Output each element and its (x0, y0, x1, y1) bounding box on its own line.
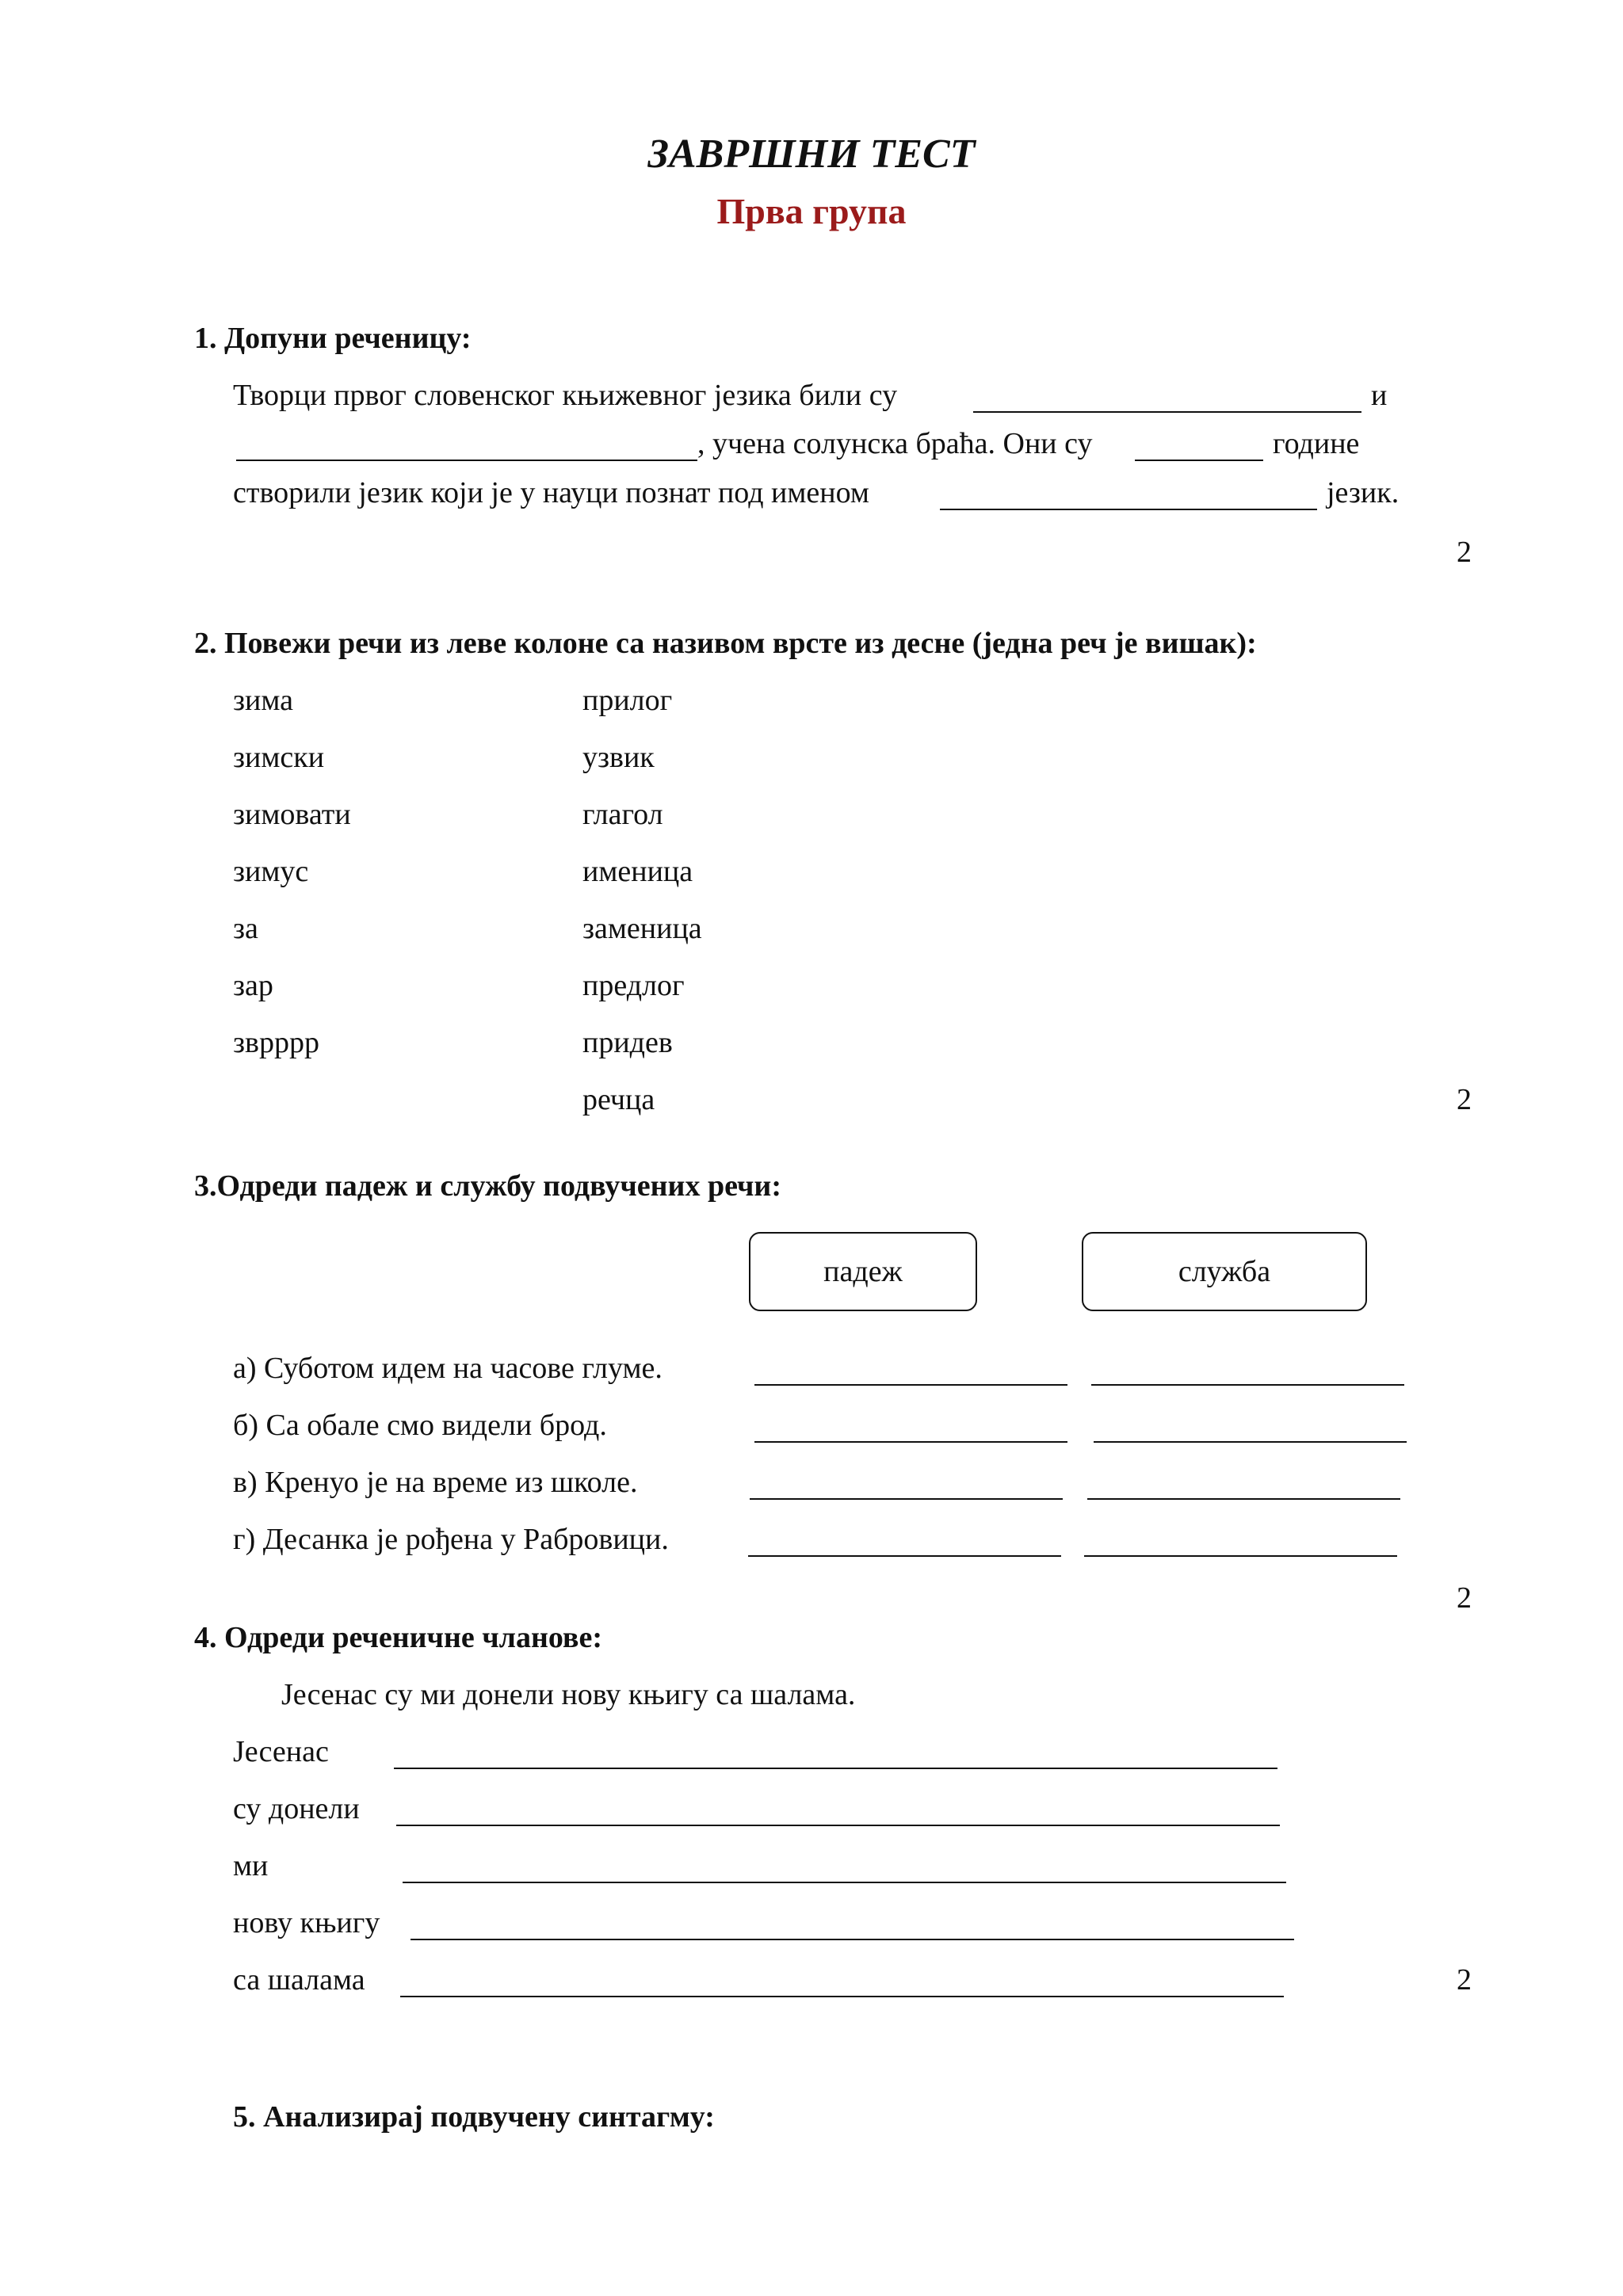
q2-heading: 2. Повежи речи из леве колоне са називом врсте из десне (једна реч је вишак): (194, 627, 1257, 660)
q1-points: 2 (1457, 536, 1472, 569)
q3-case-blank[interactable] (748, 1555, 1061, 1557)
q2-right-word: именица (582, 855, 693, 888)
q4-answer-line[interactable] (394, 1768, 1277, 1769)
q4-part-label: нову књигу (233, 1906, 380, 1939)
q4-part-label: ми (233, 1849, 269, 1882)
q1-line3-text: створили језик који је у науци познат под именом (233, 476, 869, 509)
q4-part-label: Јесенас (233, 1735, 329, 1768)
q4-sentence: Јесенас су ми донели нову књигу са шалама. (281, 1678, 856, 1711)
q3-function-blank[interactable] (1087, 1498, 1400, 1500)
page-subtitle: Прва група (716, 191, 907, 231)
q3-points: 2 (1457, 1581, 1472, 1615)
q2-left-word: зимовати (233, 798, 351, 831)
q4-answer-line[interactable] (411, 1939, 1294, 1940)
q2-left-word: за (233, 912, 258, 945)
q4-part-label: са шалама (233, 1963, 365, 1997)
q4-heading: 4. Одреди реченичне чланове: (194, 1621, 602, 1654)
q2-right-word: узвик (582, 741, 655, 774)
q1-blank-4[interactable] (940, 509, 1317, 510)
q3-case-blank[interactable] (750, 1498, 1063, 1500)
q3-case-blank[interactable] (754, 1384, 1067, 1386)
q2-left-word: зима (233, 684, 293, 717)
q2-points: 2 (1457, 1083, 1472, 1116)
page-title: ЗАВРШНИ ТЕСТ (647, 132, 976, 177)
q3-item: б) Са обале смо видели брод. (233, 1409, 607, 1442)
q4-answer-line[interactable] (403, 1882, 1286, 1883)
q4-answer-line[interactable] (396, 1825, 1280, 1826)
q5-heading: 5. Анализирај подвучену синтагму: (233, 2100, 715, 2134)
q1-heading: 1. Допуни реченицу: (194, 322, 472, 355)
q3-case-blank[interactable] (754, 1441, 1067, 1443)
function-header-box: служба (1082, 1232, 1367, 1311)
q2-right-word: прилог (582, 684, 673, 717)
q3-item: г) Десанка је рођена у Рабровици. (233, 1523, 669, 1556)
q1-line2-tail: године (1273, 427, 1360, 460)
case-header-box: падеж (749, 1232, 977, 1311)
q1-line1-tail: и (1371, 379, 1388, 412)
q2-right-word: речца (582, 1083, 655, 1116)
q3-item: в) Кренуо је на време из школе. (233, 1466, 638, 1499)
q3-function-blank[interactable] (1091, 1384, 1404, 1386)
q4-answer-line[interactable] (400, 1996, 1284, 1997)
q1-blank-3[interactable] (1135, 460, 1263, 461)
q2-right-word: глагол (582, 798, 663, 831)
q4-points: 2 (1457, 1963, 1472, 1997)
q2-left-word: зимски (233, 741, 325, 774)
q1-blank-1[interactable] (973, 411, 1361, 413)
q4-part-label: су донели (233, 1792, 360, 1825)
q1-blank-2[interactable] (236, 460, 697, 461)
q2-left-word: зимус (233, 855, 309, 888)
q2-right-word: заменица (582, 912, 702, 945)
q3-function-blank[interactable] (1094, 1441, 1407, 1443)
q2-left-word: зар (233, 969, 273, 1002)
q3-function-blank[interactable] (1084, 1555, 1397, 1557)
q2-right-word: придев (582, 1026, 673, 1059)
q1-line2-text: , учена солунска браћа. Они су (697, 427, 1093, 460)
q1-line3-tail: језик. (1327, 476, 1400, 509)
q2-right-word: предлог (582, 969, 685, 1002)
q1-line1-text: Творци првог словенског књижевног језика били су (233, 379, 898, 412)
q2-left-word: зврррр (233, 1026, 319, 1059)
q3-item: а) Суботом идем на часове глуме. (233, 1352, 663, 1385)
q3-heading: 3.Одреди падеж и службу подвучених речи: (194, 1169, 781, 1203)
